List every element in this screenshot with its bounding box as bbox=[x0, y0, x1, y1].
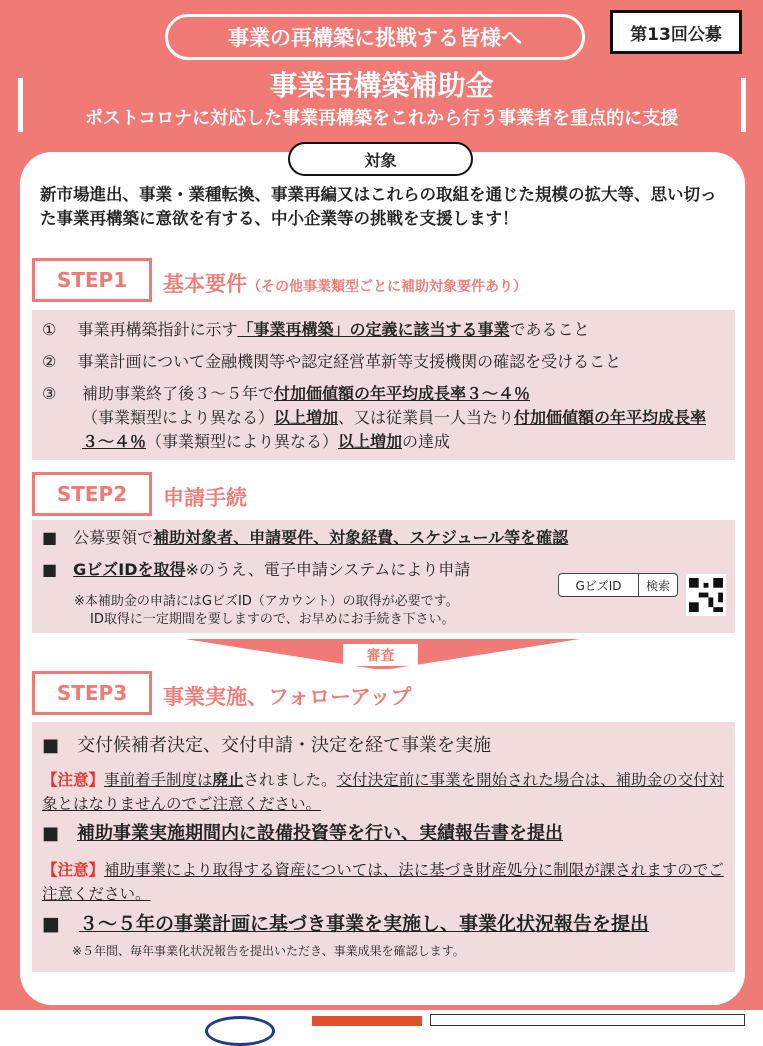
qr-code-icon bbox=[686, 574, 726, 616]
search-term[interactable]: GビズID bbox=[559, 574, 639, 596]
text: されました。 bbox=[243, 771, 337, 789]
text: 事前着手制度は bbox=[104, 771, 213, 789]
page-subtitle: ポストコロナに対応した事業再構築をこれから行う事業者を重点的に支援 bbox=[84, 108, 679, 129]
page-title: 事業再構築補助金 bbox=[269, 69, 494, 102]
emphasis: 廃止 bbox=[212, 771, 244, 789]
target-label: 対象 bbox=[288, 142, 473, 176]
text: 交付候補者決定、交付申請・決定を経て事業を実施 bbox=[77, 735, 492, 756]
gbizid-search-box[interactable] bbox=[558, 573, 678, 597]
item-number: ③ bbox=[42, 384, 57, 403]
text: （事業類型により異なる） bbox=[82, 408, 275, 427]
caution-tag: 【注意】 bbox=[42, 861, 105, 879]
decorative-shape bbox=[312, 1016, 422, 1026]
step3-badge: STEP3 bbox=[32, 671, 152, 715]
text: （事業類型により異なる） bbox=[146, 432, 339, 451]
step1-note: （その他事業類型ごとに補助対象要件あり） bbox=[247, 279, 527, 295]
text: 補助事業終了後３～５年で bbox=[82, 384, 275, 403]
step1-heading bbox=[163, 268, 527, 298]
step1-panel bbox=[32, 310, 735, 460]
list-item: ■ GビズIDを取得※のうえ、電子申請システムにより申請 bbox=[42, 560, 471, 579]
text: 公募要領で bbox=[73, 528, 154, 547]
emphasis: 補助対象者、申請要件、対象経費、スケジュール等を確認 bbox=[153, 528, 569, 547]
step3-panel bbox=[32, 722, 735, 972]
list-item bbox=[82, 382, 722, 454]
text: 事業計画について金融機関等や認定経営革新等支援機関の確認を受けること bbox=[77, 352, 622, 371]
text: 事業再構築指針に示す bbox=[77, 320, 238, 339]
banner-pill: 事業の再構築に挑戦する皆様へ bbox=[165, 14, 585, 60]
note: ※本補助金の申請にはGビズID（アカウント）の取得が必要です。 bbox=[74, 594, 459, 609]
emphasis: 以上増加 bbox=[274, 408, 339, 427]
item-number: ① bbox=[42, 320, 57, 339]
step2-title: 申請手続 bbox=[163, 486, 247, 510]
note: ID取得に一定期間を要しますので、お早めにお手続き下さい。 bbox=[90, 612, 455, 627]
list-item bbox=[42, 318, 589, 342]
footer-box bbox=[430, 1014, 745, 1026]
emphasis: 付加価値額の年平均成長率３～４％ bbox=[274, 384, 531, 403]
note: ※５年間、毎年事業化状況報告を提出いただき、事業成果を確認します。 bbox=[72, 944, 465, 958]
list-item: ■ 交付候補者決定、交付申請・決定を経て事業を実施 bbox=[42, 735, 492, 756]
emphasis: ３～５年の事業計画に基づき事業を実施し、事業化状況報告を提出 bbox=[78, 913, 649, 935]
list-item bbox=[42, 350, 621, 374]
search-button[interactable]: 検索 bbox=[645, 578, 670, 593]
emphasis: 「事業再構築」の定義に該当する事業 bbox=[237, 320, 510, 339]
text: 交付決定前に事業を開始された場合は、補助金の交付対象とはなりませんのでご注意ください。 bbox=[42, 771, 725, 813]
caution bbox=[42, 858, 732, 906]
caution bbox=[42, 768, 732, 816]
text: 補助事業により取得する資産については、法に基づき財産処分に制限が課されますのでご注意ください。 bbox=[42, 861, 724, 903]
step3-title: 事業実施、フォローアップ bbox=[163, 685, 412, 709]
target-text: 新市場進出、事業・業種転換、事業再編又はこれらの取組を通じた規模の拡大等、思い切った事業再構築に意欲を有する、中小企業等の挑戦を支援します！ bbox=[40, 185, 717, 228]
step2-badge: STEP2 bbox=[32, 472, 152, 516]
caution-tag: 【注意】 bbox=[42, 771, 105, 789]
text: ※のうえ、電子申請システムにより申請 bbox=[185, 560, 471, 579]
emphasis: 付加価値額の年平均成長率３～４％ bbox=[82, 408, 707, 451]
text: の達成 bbox=[402, 432, 451, 451]
emphasis: 以上増加 bbox=[338, 432, 403, 451]
list-item: ■ ３～５年の事業計画に基づき事業を実施し、事業化状況報告を提出 bbox=[42, 913, 649, 935]
round-badge: 第13回公募 bbox=[610, 10, 742, 54]
step1-title: 基本要件 bbox=[163, 272, 247, 296]
text: であること bbox=[509, 320, 590, 339]
emphasis: 補助事業実施期間内に設備投資等を行い、実績報告書を提出 bbox=[77, 823, 564, 844]
list-item: ■ 補助事業実施期間内に設備投資等を行い、実績報告書を提出 bbox=[42, 823, 564, 844]
logo-fragment bbox=[205, 1016, 275, 1046]
review-label: 審査 bbox=[343, 644, 418, 666]
step1-badge: STEP1 bbox=[32, 258, 152, 302]
text: 、又は従業員一人当たり bbox=[338, 408, 515, 427]
list-item: ■ 公募要領で補助対象者、申請要件、対象経費、スケジュール等を確認 bbox=[42, 528, 569, 547]
item-number: ② bbox=[42, 352, 57, 371]
emphasis: GビズIDを取得 bbox=[73, 560, 186, 579]
